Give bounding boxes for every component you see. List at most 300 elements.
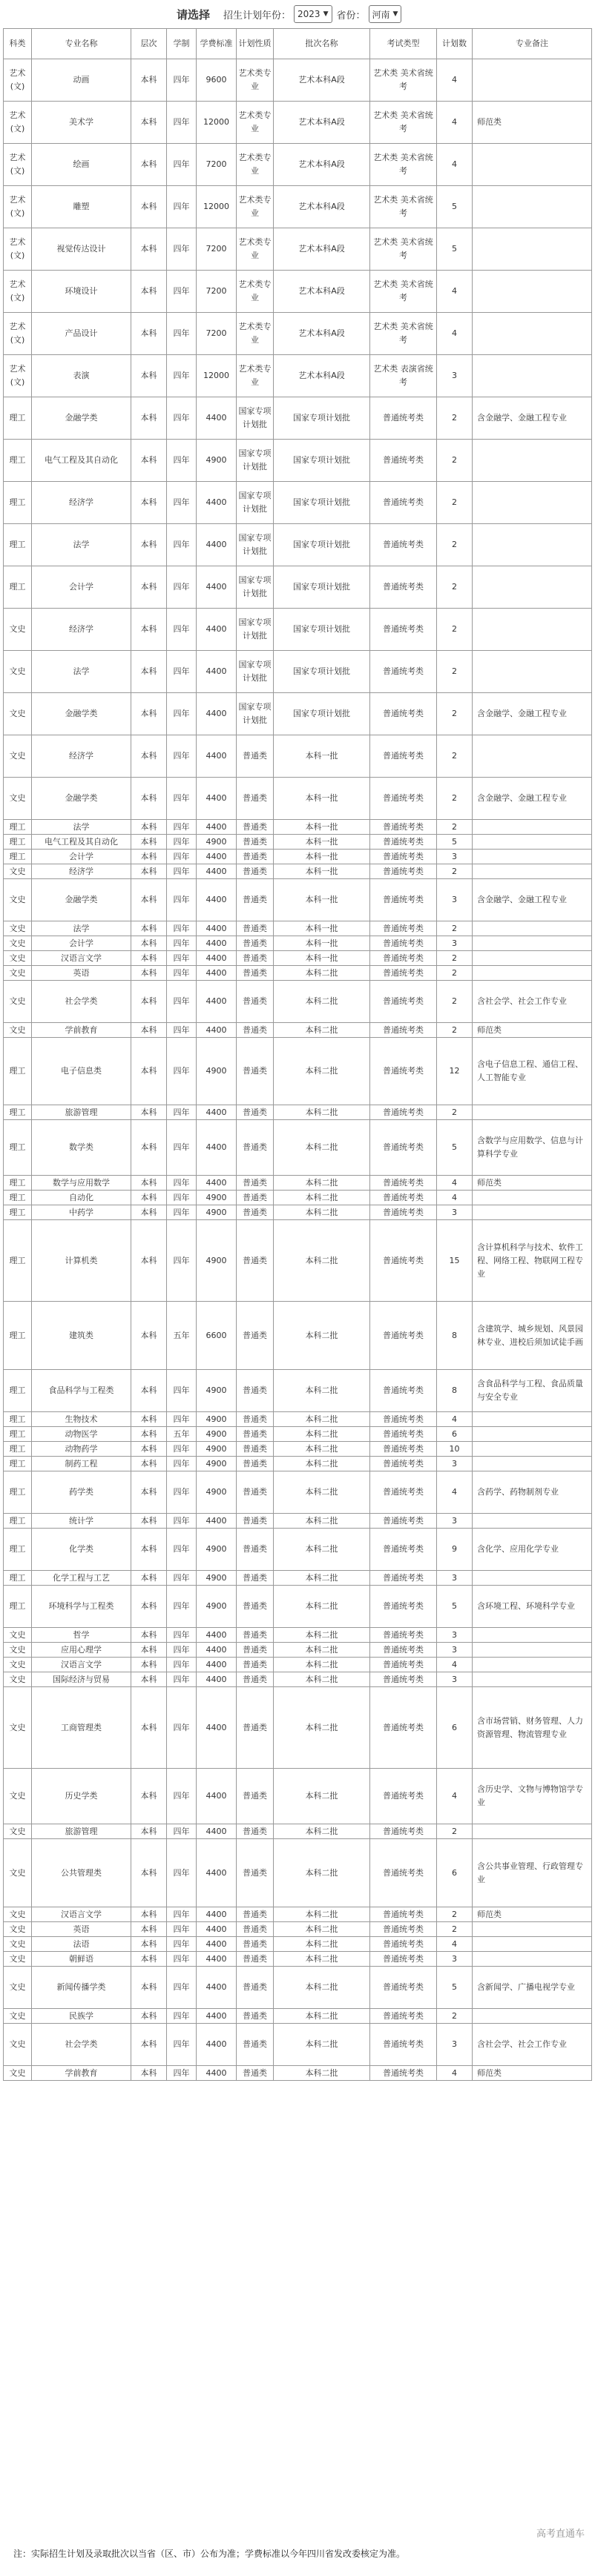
cell-remark: [473, 1658, 592, 1672]
cell-plan-count: 5: [437, 228, 473, 271]
cell-plan-count: 6: [437, 1839, 473, 1907]
cell-batch: 本科一批: [274, 835, 370, 850]
cell-batch: 本科二批: [274, 1370, 370, 1412]
cell-plan-count: 2: [437, 651, 473, 693]
cell-remark: 师范类: [473, 1023, 592, 1038]
cell-tuition: 4400: [197, 936, 237, 951]
table-row: [4, 966, 592, 981]
cell-duration: 四年: [167, 524, 197, 566]
cell-exam-type: 普通统考类: [370, 1687, 437, 1769]
cell-duration: 四年: [167, 1412, 197, 1427]
table-row: [4, 921, 592, 936]
cell-level: 本科: [131, 271, 167, 313]
table-row: [4, 566, 592, 609]
cell-plan-count: 5: [437, 835, 473, 850]
cell-remark: [473, 1457, 592, 1471]
cell-plan-count: 4: [437, 59, 473, 102]
cell-category: 文史: [4, 936, 32, 951]
cell-level: 本科: [131, 1824, 167, 1839]
cell-exam-type: 普通统考类: [370, 1471, 437, 1514]
cell-remark: [473, 1922, 592, 1937]
cell-plan-type: 普通类: [237, 1628, 274, 1643]
cell-plan-count: 3: [437, 879, 473, 921]
cell-major: 计算机类: [32, 1220, 131, 1302]
cell-remark: [473, 186, 592, 228]
cell-duration: 四年: [167, 566, 197, 609]
cell-remark: [473, 1628, 592, 1643]
cell-remark: 师范类: [473, 1907, 592, 1922]
province-select[interactable]: [369, 5, 402, 23]
cell-duration: 四年: [167, 1769, 197, 1824]
cell-plan-type: 普通类: [237, 1769, 274, 1824]
column-header-duration: 学制: [167, 29, 197, 59]
cell-category: 文史: [4, 1687, 32, 1769]
cell-tuition: 4900: [197, 1370, 237, 1412]
cell-category: 理工: [4, 1220, 32, 1302]
table-row: [4, 2066, 592, 2081]
cell-major: 建筑类: [32, 1302, 131, 1370]
cell-batch: 本科二批: [274, 1824, 370, 1839]
cell-category: 文史: [4, 2009, 32, 2024]
table-row: [4, 1105, 592, 1120]
cell-remark: [473, 1952, 592, 1967]
cell-tuition: 4900: [197, 1412, 237, 1427]
cell-remark: [473, 1412, 592, 1427]
cell-plan-count: 6: [437, 1687, 473, 1769]
cell-plan-count: 4: [437, 1176, 473, 1191]
cell-major: 雕塑: [32, 186, 131, 228]
cell-major: 国际经济与贸易: [32, 1672, 131, 1687]
cell-duration: 四年: [167, 1105, 197, 1120]
cell-batch: 本科一批: [274, 951, 370, 966]
chevron-down-icon: ▼: [323, 10, 329, 18]
cell-level: 本科: [131, 864, 167, 879]
cell-major: 哲学: [32, 1628, 131, 1643]
cell-tuition: 4900: [197, 1220, 237, 1302]
cell-level: 本科: [131, 1586, 167, 1628]
cell-exam-type: 普通统考类: [370, 1529, 437, 1571]
cell-category: 艺术(文): [4, 355, 32, 397]
cell-plan-count: 4: [437, 313, 473, 355]
cell-plan-count: 9: [437, 1529, 473, 1571]
cell-tuition: 4400: [197, 651, 237, 693]
cell-plan-count: 8: [437, 1370, 473, 1412]
cell-level: 本科: [131, 1514, 167, 1529]
table-row: [4, 102, 592, 144]
cell-major: 旅游管理: [32, 1824, 131, 1839]
cell-level: 本科: [131, 693, 167, 735]
column-header-tuition: 学费标准: [197, 29, 237, 59]
cell-level: 本科: [131, 1205, 167, 1220]
cell-remark: 含公共事业管理、行政管理专业: [473, 1839, 592, 1907]
cell-exam-type: 普通统考类: [370, 1120, 437, 1176]
cell-tuition: 7200: [197, 313, 237, 355]
cell-batch: 本科二批: [274, 966, 370, 981]
cell-plan-type: 国家专项计划批: [237, 397, 274, 440]
cell-level: 本科: [131, 951, 167, 966]
cell-category: 艺术(文): [4, 59, 32, 102]
cell-category: 理工: [4, 1302, 32, 1370]
cell-plan-count: 4: [437, 1658, 473, 1672]
cell-remark: [473, 735, 592, 778]
cell-exam-type: 普通统考类: [370, 1412, 437, 1427]
cell-remark: [473, 2009, 592, 2024]
table-row: [4, 1038, 592, 1105]
cell-remark: 含环境工程、环境科学专业: [473, 1586, 592, 1628]
cell-tuition: 4900: [197, 1205, 237, 1220]
cell-category: 理工: [4, 1471, 32, 1514]
cell-exam-type: 普通统考类: [370, 778, 437, 820]
cell-batch: 本科一批: [274, 820, 370, 835]
cell-plan-type: 国家专项计划批: [237, 651, 274, 693]
cell-remark: 含药学、药物制剂专业: [473, 1471, 592, 1514]
cell-exam-type: 普通统考类: [370, 1191, 437, 1205]
cell-exam-type: 普通统考类: [370, 981, 437, 1023]
cell-batch: 本科二批: [274, 1937, 370, 1952]
cell-major: 药学类: [32, 1471, 131, 1514]
cell-category: 文史: [4, 1769, 32, 1824]
cell-level: 本科: [131, 1967, 167, 2009]
cell-remark: [473, 355, 592, 397]
cell-tuition: 12000: [197, 186, 237, 228]
cell-duration: 四年: [167, 228, 197, 271]
cell-remark: 含金融学、金融工程专业: [473, 879, 592, 921]
cell-duration: 四年: [167, 2066, 197, 2081]
cell-exam-type: 普通统考类: [370, 693, 437, 735]
cell-batch: 本科二批: [274, 1105, 370, 1120]
cell-category: 文史: [4, 864, 32, 879]
cell-tuition: 4900: [197, 440, 237, 482]
cell-level: 本科: [131, 1839, 167, 1907]
cell-plan-type: 普通类: [237, 1952, 274, 1967]
cell-batch: 本科二批: [274, 1658, 370, 1672]
cell-plan-type: 国家专项计划批: [237, 609, 274, 651]
cell-remark: [473, 966, 592, 981]
table-body: [4, 59, 592, 2081]
cell-level: 本科: [131, 482, 167, 524]
cell-duration: 四年: [167, 981, 197, 1023]
table-row: [4, 355, 592, 397]
cell-tuition: 4400: [197, 2066, 237, 2081]
cell-plan-count: 5: [437, 186, 473, 228]
cell-duration: 四年: [167, 1220, 197, 1302]
cell-major: 民族学: [32, 2009, 131, 2024]
cell-duration: 四年: [167, 1191, 197, 1205]
cell-exam-type: 普通统考类: [370, 1672, 437, 1687]
cell-plan-count: 3: [437, 936, 473, 951]
cell-category: 文史: [4, 981, 32, 1023]
cell-batch: 本科二批: [274, 1907, 370, 1922]
cell-plan-count: 3: [437, 355, 473, 397]
cell-duration: 四年: [167, 1457, 197, 1471]
cell-major: 视觉传达设计: [32, 228, 131, 271]
cell-level: 本科: [131, 1907, 167, 1922]
table-row: [4, 936, 592, 951]
cell-plan-count: 2: [437, 921, 473, 936]
cell-plan-type: 普通类: [237, 1457, 274, 1471]
cell-remark: 含社会学、社会工作专业: [473, 981, 592, 1023]
cell-plan-count: 3: [437, 1628, 473, 1643]
cell-duration: 四年: [167, 2024, 197, 2066]
cell-batch: 本科二批: [274, 1967, 370, 2009]
cell-batch: 艺术本科A段: [274, 313, 370, 355]
cell-tuition: 4400: [197, 1023, 237, 1038]
cell-tuition: 4400: [197, 1922, 237, 1937]
cell-plan-type: 普通类: [237, 1427, 274, 1442]
footer-note: 注：实际招生计划及录取批次以当省（区、市）公布为准；学费标准以今年四川省发改委核定为准。: [13, 2549, 406, 2559]
cell-category: 文史: [4, 2024, 32, 2066]
cell-exam-type: 艺术类 美术省统考: [370, 313, 437, 355]
cell-category: 理工: [4, 1586, 32, 1628]
cell-plan-count: 2: [437, 1907, 473, 1922]
table-row: [4, 1839, 592, 1907]
cell-tuition: 4400: [197, 850, 237, 864]
cell-category: 理工: [4, 1176, 32, 1191]
cell-batch: 艺术本科A段: [274, 228, 370, 271]
cell-remark: [473, 1514, 592, 1529]
cell-major: 环境设计: [32, 271, 131, 313]
cell-batch: 本科二批: [274, 1442, 370, 1457]
cell-plan-type: 普通类: [237, 921, 274, 936]
cell-plan-count: 2: [437, 966, 473, 981]
cell-duration: 四年: [167, 1628, 197, 1643]
cell-exam-type: 普通统考类: [370, 1205, 437, 1220]
cell-tuition: 4400: [197, 1658, 237, 1672]
table-row: [4, 397, 592, 440]
cell-plan-type: 普通类: [237, 981, 274, 1023]
cell-plan-type: 普通类: [237, 1176, 274, 1191]
cell-duration: 四年: [167, 1937, 197, 1952]
cell-remark: [473, 1427, 592, 1442]
cell-plan-count: 3: [437, 1643, 473, 1658]
cell-batch: 本科二批: [274, 1023, 370, 1038]
cell-tuition: 4400: [197, 1643, 237, 1658]
cell-plan-count: 2: [437, 1824, 473, 1839]
cell-batch: 本科一批: [274, 879, 370, 921]
cell-level: 本科: [131, 524, 167, 566]
cell-tuition: 4400: [197, 864, 237, 879]
cell-tuition: 4400: [197, 524, 237, 566]
cell-level: 本科: [131, 1457, 167, 1471]
cell-major: 历史学类: [32, 1769, 131, 1824]
table-row: [4, 1907, 592, 1922]
cell-category: 理工: [4, 1442, 32, 1457]
cell-remark: [473, 228, 592, 271]
cell-exam-type: 艺术类 美术省统考: [370, 186, 437, 228]
cell-tuition: 4400: [197, 981, 237, 1023]
cell-tuition: 4400: [197, 1176, 237, 1191]
cell-duration: 四年: [167, 59, 197, 102]
cell-level: 本科: [131, 921, 167, 936]
cell-tuition: 4400: [197, 1907, 237, 1922]
cell-exam-type: 普通统考类: [370, 1427, 437, 1442]
column-header-major: 专业名称: [32, 29, 131, 59]
cell-duration: 四年: [167, 1643, 197, 1658]
cell-category: 文史: [4, 921, 32, 936]
cell-tuition: 4400: [197, 397, 237, 440]
cell-major: 化学工程与工艺: [32, 1571, 131, 1586]
cell-duration: 四年: [167, 651, 197, 693]
cell-plan-type: 普通类: [237, 864, 274, 879]
cell-remark: [473, 651, 592, 693]
cell-remark: 含社会学、社会工作专业: [473, 2024, 592, 2066]
cell-plan-count: 2: [437, 566, 473, 609]
cell-exam-type: 普通统考类: [370, 1643, 437, 1658]
cell-plan-type: 普通类: [237, 1120, 274, 1176]
cell-remark: 师范类: [473, 1176, 592, 1191]
table-row: [4, 1442, 592, 1457]
cell-level: 本科: [131, 313, 167, 355]
cell-major: 社会学类: [32, 981, 131, 1023]
cell-plan-count: 3: [437, 2024, 473, 2066]
cell-tuition: 4400: [197, 693, 237, 735]
cell-remark: [473, 609, 592, 651]
cell-plan-count: 4: [437, 271, 473, 313]
cell-plan-type: 普通类: [237, 1824, 274, 1839]
cell-category: 文史: [4, 693, 32, 735]
cell-plan-count: 2: [437, 693, 473, 735]
cell-duration: 四年: [167, 820, 197, 835]
cell-major: 法学: [32, 651, 131, 693]
cell-tuition: 7200: [197, 228, 237, 271]
cell-batch: 艺术本科A段: [274, 186, 370, 228]
cell-batch: 本科二批: [274, 1839, 370, 1907]
cell-exam-type: 普通统考类: [370, 1839, 437, 1907]
cell-batch: 国家专项计划批: [274, 651, 370, 693]
cell-category: 理工: [4, 566, 32, 609]
cell-level: 本科: [131, 1105, 167, 1120]
cell-duration: 四年: [167, 1023, 197, 1038]
cell-batch: 国家专项计划批: [274, 609, 370, 651]
table-row: [4, 482, 592, 524]
cell-major: 社会学类: [32, 2024, 131, 2066]
cell-remark: 含市场营销、财务管理、人力资源管理、物流管理专业: [473, 1687, 592, 1769]
cell-major: 环境科学与工程类: [32, 1586, 131, 1628]
cell-plan-count: 2: [437, 820, 473, 835]
cell-exam-type: 普通统考类: [370, 1937, 437, 1952]
cell-major: 经济学: [32, 735, 131, 778]
cell-level: 本科: [131, 1952, 167, 1967]
cell-category: 理工: [4, 1038, 32, 1105]
cell-category: 文史: [4, 1643, 32, 1658]
cell-level: 本科: [131, 835, 167, 850]
watermark: 高考直通车: [536, 2529, 585, 2540]
cell-duration: 五年: [167, 1302, 197, 1370]
cell-plan-type: 普通类: [237, 936, 274, 951]
cell-remark: [473, 864, 592, 879]
cell-category: 理工: [4, 1412, 32, 1427]
cell-remark: 含电子信息工程、通信工程、人工智能专业: [473, 1038, 592, 1105]
cell-duration: 四年: [167, 879, 197, 921]
cell-remark: 含计算机科学与技术、软件工程、网络工程、物联网工程专业: [473, 1220, 592, 1302]
cell-remark: [473, 271, 592, 313]
table-row: [4, 1687, 592, 1769]
cell-plan-type: 普通类: [237, 1302, 274, 1370]
cell-plan-count: 4: [437, 1412, 473, 1427]
cell-tuition: 4400: [197, 482, 237, 524]
cell-level: 本科: [131, 1628, 167, 1643]
cell-tuition: 7200: [197, 271, 237, 313]
cell-major: 中药学: [32, 1205, 131, 1220]
cell-category: 文史: [4, 1839, 32, 1907]
cell-plan-type: 艺术类专业: [237, 313, 274, 355]
cell-remark: [473, 524, 592, 566]
cell-remark: [473, 1442, 592, 1457]
province-value: 河南: [372, 9, 390, 20]
cell-duration: 四年: [167, 482, 197, 524]
cell-remark: 师范类: [473, 102, 592, 144]
table-row: [4, 1529, 592, 1571]
cell-plan-count: 3: [437, 1571, 473, 1586]
cell-tuition: 4900: [197, 835, 237, 850]
cell-category: 理工: [4, 1529, 32, 1571]
cell-category: 文史: [4, 1922, 32, 1937]
cell-remark: [473, 1105, 592, 1120]
cell-exam-type: 普通统考类: [370, 2009, 437, 2024]
cell-level: 本科: [131, 820, 167, 835]
cell-plan-type: 国家专项计划批: [237, 440, 274, 482]
enrollment-plan-table: [3, 28, 592, 2081]
cell-plan-count: 5: [437, 1967, 473, 2009]
cell-plan-type: 国家专项计划批: [237, 566, 274, 609]
cell-batch: 本科一批: [274, 735, 370, 778]
table-row: [4, 1643, 592, 1658]
cell-level: 本科: [131, 1370, 167, 1412]
cell-category: 文史: [4, 1824, 32, 1839]
cell-plan-type: 普通类: [237, 879, 274, 921]
cell-level: 本科: [131, 1038, 167, 1105]
cell-duration: 四年: [167, 936, 197, 951]
cell-level: 本科: [131, 1220, 167, 1302]
year-select[interactable]: [294, 5, 332, 23]
cell-duration: 四年: [167, 1571, 197, 1586]
cell-plan-count: 3: [437, 850, 473, 864]
cell-plan-count: 6: [437, 1427, 473, 1442]
cell-plan-type: 普通类: [237, 1370, 274, 1412]
province-label: 省份：: [336, 10, 366, 21]
cell-remark: 含建筑学、城乡规划、风景园林专业、进校后须加试徒手画: [473, 1302, 592, 1370]
cell-exam-type: 普通统考类: [370, 735, 437, 778]
cell-level: 本科: [131, 1571, 167, 1586]
cell-batch: 艺术本科A段: [274, 355, 370, 397]
cell-plan-count: 2: [437, 524, 473, 566]
cell-exam-type: 艺术类 美术省统考: [370, 271, 437, 313]
cell-plan-type: 普通类: [237, 1658, 274, 1672]
cell-duration: 四年: [167, 271, 197, 313]
cell-tuition: 4400: [197, 735, 237, 778]
cell-exam-type: 普通统考类: [370, 820, 437, 835]
cell-category: 理工: [4, 397, 32, 440]
cell-category: 艺术(文): [4, 313, 32, 355]
cell-plan-type: 普通类: [237, 1672, 274, 1687]
cell-tuition: 12000: [197, 102, 237, 144]
cell-level: 本科: [131, 1412, 167, 1427]
cell-exam-type: 普通统考类: [370, 524, 437, 566]
cell-major: 新闻传播学类: [32, 1967, 131, 2009]
cell-level: 本科: [131, 2024, 167, 2066]
cell-batch: 国家专项计划批: [274, 397, 370, 440]
cell-plan-type: 普通类: [237, 850, 274, 864]
cell-level: 本科: [131, 1922, 167, 1937]
cell-plan-type: 国家专项计划批: [237, 693, 274, 735]
cell-batch: 国家专项计划批: [274, 566, 370, 609]
cell-batch: 本科二批: [274, 1220, 370, 1302]
table-row: [4, 951, 592, 966]
cell-category: 理工: [4, 1514, 32, 1529]
cell-tuition: 4400: [197, 1105, 237, 1120]
cell-exam-type: 普通统考类: [370, 951, 437, 966]
table-row: [4, 778, 592, 820]
